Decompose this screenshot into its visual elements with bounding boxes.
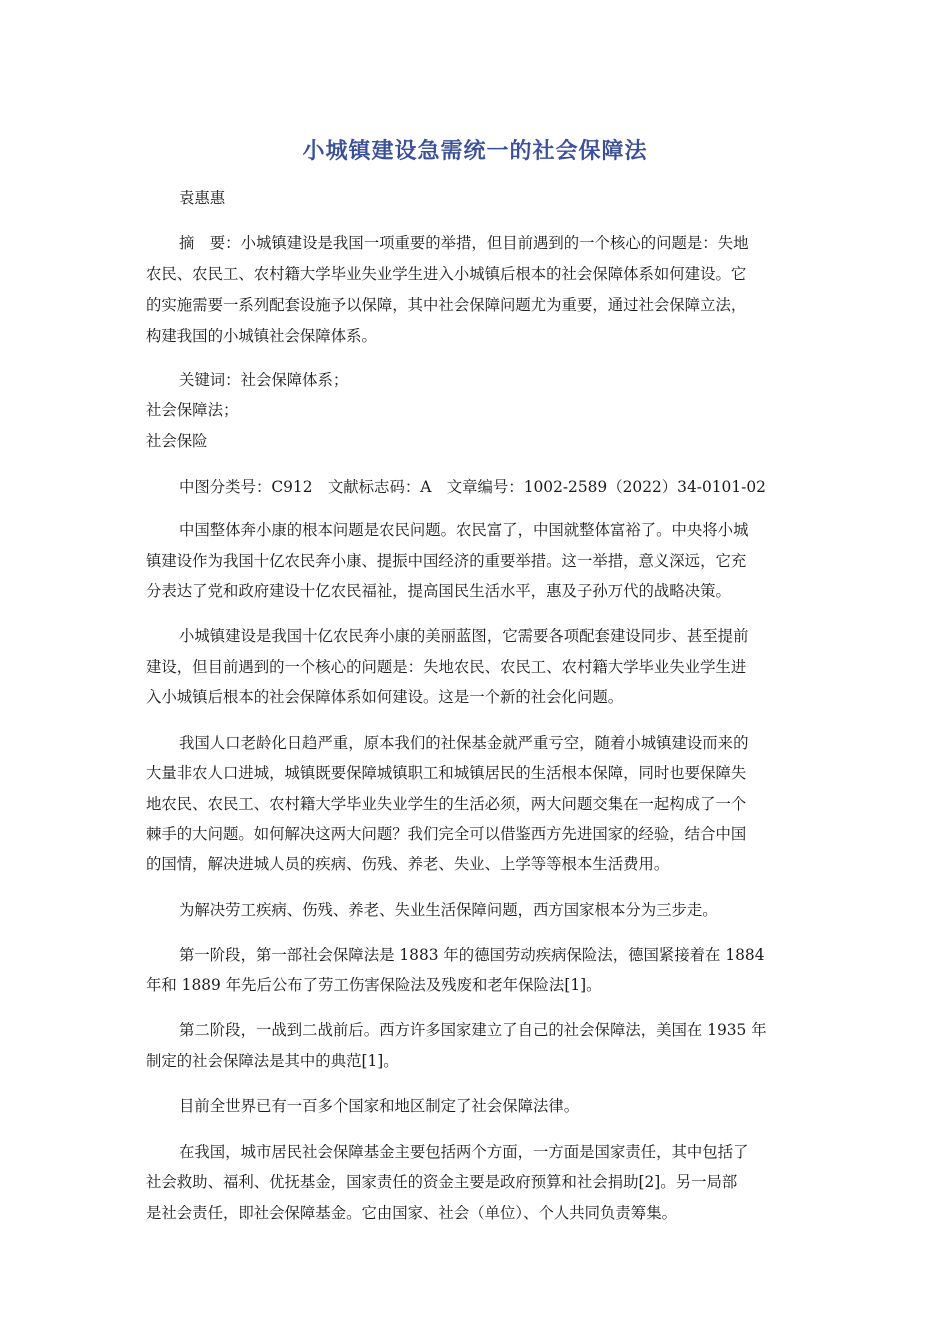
body-line: 大量非农人口进城，城镇既要保障城镇职工和城镇居民的生活根本保障，同时也要保障失 bbox=[146, 764, 747, 782]
abstract-line: 农民、农民工、农村籍大学毕业失业学生进入小城镇后根本的社会保障体系如何建设。它 bbox=[146, 265, 747, 283]
body-line: 为解决劳工疾病、伤残、养老、失业生活保障问题，西方国家根本分为三步走。 bbox=[179, 901, 718, 919]
body-line: 第二阶段，一战到二战前后。西方许多国家建立了自己的社会保障法，美国在 1935 年 bbox=[179, 1021, 767, 1039]
keywords-line: 社会保险 bbox=[146, 432, 208, 450]
body-line: 制定的社会保障法是其中的典范[1]。 bbox=[146, 1052, 399, 1070]
body-line: 中国整体奔小康的根本问题是农民问题。农民富了，中国就整体富裕了。中央将小城 bbox=[179, 521, 749, 539]
keywords-line: 关键词：社会保障体系； bbox=[179, 371, 349, 389]
body-line: 社会救助、福利、优抚基金，国家责任的资金主要是政府预算和社会捐助[2]。另一局部 bbox=[146, 1173, 738, 1191]
body-line: 年和 1889 年先后公布了劳工伤害保险法及残废和老年保险法[1]。 bbox=[146, 976, 602, 994]
abstract-line: 摘 要：小城镇建设是我国一项重要的举措，但目前遇到的一个核心的问题是：失地 bbox=[179, 234, 749, 252]
body-line: 我国人口老龄化日趋严重，原本我们的社保基金就严重亏空，随着小城镇建设而来的 bbox=[179, 734, 749, 752]
body-line: 分表达了党和政府建设十亿农民福祉，提高国民生活水平，惠及子孙万代的战略决策。 bbox=[146, 582, 731, 600]
body-line: 的国情，解决进城人员的疾病、伤残、养老、失业、上学等等根本生活费用。 bbox=[146, 855, 670, 873]
abstract-line: 构建我国的小城镇社会保障体系。 bbox=[146, 327, 377, 345]
article-title: 小城镇建设急需统一的社会保障法 bbox=[302, 139, 648, 164]
body-line: 地农民、农民工、农村籍大学毕业失业学生的生活必须，两大问题交集在一起构成了一个 bbox=[146, 795, 747, 813]
abstract-line: 的实施需要一系列配套设施予以保障，其中社会保障问题尤为重要，通过社会保障立法， bbox=[146, 296, 747, 314]
body-line: 在我国，城市居民社会保障基金主要包括两个方面，一方面是国家责任，其中包括了 bbox=[179, 1143, 749, 1161]
body-line: 目前全世界已有一百多个国家和地区制定了社会保障法律。 bbox=[179, 1097, 580, 1115]
body-line: 是社会责任，即社会保障基金。它由国家、社会（单位）、个人共同负责筹集。 bbox=[146, 1204, 677, 1222]
body-line: 镇建设作为我国十亿农民奔小康、提振中国经济的重要举措。这一举措，意义深远，它充 bbox=[146, 552, 747, 570]
body-line: 建设，但目前遇到的一个核心的问题是：失地农民、农民工、农村籍大学毕业失业学生进 bbox=[146, 658, 747, 676]
author-name: 袁惠惠 bbox=[179, 189, 226, 207]
classification-line: 中图分类号：C912 文献标志码：A 文章编号：1002-2589（2022）34-0101-02 bbox=[179, 478, 766, 496]
body-line: 入小城镇后根本的社会保障体系如何建设。这是一个新的社会化问题。 bbox=[146, 688, 624, 706]
body-line: 小城镇建设是我国十亿农民奔小康的美丽蓝图，它需要各项配套建设同步、甚至提前 bbox=[179, 627, 749, 645]
body-line: 棘手的大问题。如何解决这两大问题？我们完全可以借鉴西方先进国家的经验，结合中国 bbox=[146, 825, 747, 843]
body-line: 第一阶段，第一部社会保障法是 1883 年的德国劳动疾病保险法，德国紧接着在 1884 bbox=[179, 946, 765, 964]
keywords-line: 社会保障法； bbox=[146, 401, 239, 419]
